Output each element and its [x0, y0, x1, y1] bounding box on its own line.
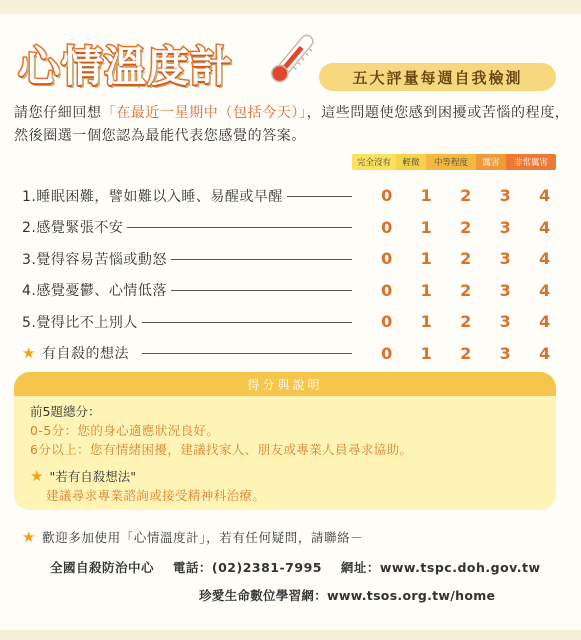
- scale-label-1: 輕微: [396, 154, 426, 170]
- question-row: [22, 243, 562, 275]
- range-high: 6分以上：您有情緒困擾，建議找家人、朋友或專業人員尋求協助。: [30, 442, 413, 457]
- score-option[interactable]: 2: [460, 217, 472, 237]
- score-option[interactable]: 2: [460, 249, 472, 269]
- score-option[interactable]: 1: [420, 312, 432, 332]
- question-text: 3.覺得容易苦惱或動怒: [22, 251, 167, 268]
- website-link[interactable]: 網址：www.tspc.doh.gov.tw: [340, 560, 541, 575]
- top-strip: [0, 0, 581, 14]
- score-option[interactable]: 4: [539, 280, 551, 300]
- intro-before: 請您仔細回想: [14, 105, 102, 121]
- score-option[interactable]: 3: [499, 343, 511, 363]
- scale-label-4: 非常厲害: [506, 154, 556, 170]
- question-row: [22, 212, 562, 244]
- page-title: 心情溫度計: [18, 42, 234, 91]
- scale-legend: [352, 154, 556, 170]
- question-text: 5.覺得比不上別人: [22, 314, 138, 331]
- question-label: [22, 343, 133, 363]
- score-option[interactable]: 3: [499, 280, 511, 300]
- question-label: [22, 312, 142, 332]
- score-option[interactable]: 2: [460, 186, 472, 206]
- question-label: [22, 280, 171, 300]
- score-option[interactable]: 4: [539, 312, 551, 332]
- score-option[interactable]: 1: [420, 217, 432, 237]
- question-text: 4.感覺憂鬱、心情低落: [22, 283, 167, 300]
- score-option[interactable]: 1: [420, 186, 432, 206]
- score-option[interactable]: 4: [539, 186, 551, 206]
- score-option[interactable]: 3: [499, 312, 511, 332]
- score-option[interactable]: 2: [460, 343, 472, 363]
- score-box-header: 得分與說明: [14, 372, 556, 396]
- score-option[interactable]: 1: [420, 280, 432, 300]
- question-text: 1.睡眠困難，譬如難以入睡、易醒或早醒: [22, 188, 283, 205]
- score-option[interactable]: 4: [539, 249, 551, 269]
- question-text: 有自殺的想法: [41, 346, 129, 363]
- score-option[interactable]: 0: [381, 186, 393, 206]
- score-explanation-box: [14, 372, 556, 510]
- star-icon: ★: [22, 528, 37, 546]
- elearning-link[interactable]: 珍愛生命數位學習網：www.tsos.org.tw/home: [199, 588, 496, 603]
- welcome-text: 歡迎多加使用「心情溫度計」，若有任何疑問，請聯絡－: [42, 530, 364, 545]
- star-icon: ★: [30, 467, 44, 485]
- phone: 電話：(02)2381-7995: [172, 560, 322, 575]
- bottom-strip: [0, 630, 581, 640]
- score-option[interactable]: 0: [381, 312, 393, 332]
- suicide-advice: 建議尋求專業諮詢或接受精神科治療。: [46, 488, 266, 503]
- score-option[interactable]: 3: [499, 217, 511, 237]
- score-option[interactable]: 0: [381, 280, 393, 300]
- scale-label-3: 厲害: [476, 154, 506, 170]
- score-option[interactable]: 0: [381, 217, 393, 237]
- total-label: 前5題總分：: [30, 404, 101, 419]
- question-text: 2.感覺緊張不安: [22, 220, 124, 237]
- score-option[interactable]: 3: [499, 186, 511, 206]
- leader-line: [142, 353, 352, 354]
- subtitle-badge: 五大評量每週自我檢測: [319, 63, 556, 91]
- score-option[interactable]: 0: [381, 343, 393, 363]
- question-label: [22, 249, 171, 269]
- footer: [22, 528, 562, 604]
- question-list: [22, 180, 562, 369]
- scale-label-0: 完全沒有: [352, 154, 396, 170]
- range-low: 0-5分：您的身心適應狀況良好。: [30, 423, 220, 438]
- intro-text: [14, 102, 574, 148]
- intro-highlight: 「在最近一星期中（包括今天）」: [101, 105, 307, 121]
- score-option[interactable]: 2: [460, 312, 472, 332]
- question-row: [22, 275, 562, 307]
- score-option[interactable]: 1: [420, 249, 432, 269]
- score-option[interactable]: 1: [420, 343, 432, 363]
- org-name: 全國自殺防治中心: [50, 560, 155, 575]
- question-row: [22, 180, 562, 212]
- intro-after: ，這些問題使您感到困擾或苦惱的程度，然後圈選一個您認為最能代表您感覺的答案。: [14, 105, 570, 144]
- question-row: [22, 306, 562, 338]
- thermometer-icon: [262, 30, 322, 88]
- question-label: [22, 186, 287, 206]
- question-label: [22, 217, 127, 237]
- score-option[interactable]: 4: [539, 217, 551, 237]
- question-row: [22, 338, 562, 370]
- scale-label-2: 中等程度: [426, 154, 476, 170]
- star-icon: ★: [22, 344, 36, 363]
- score-option[interactable]: 0: [381, 249, 393, 269]
- score-option[interactable]: 4: [539, 343, 551, 363]
- score-option[interactable]: 3: [499, 249, 511, 269]
- suicide-title: "若有自殺想法": [49, 469, 136, 484]
- score-option[interactable]: 2: [460, 280, 472, 300]
